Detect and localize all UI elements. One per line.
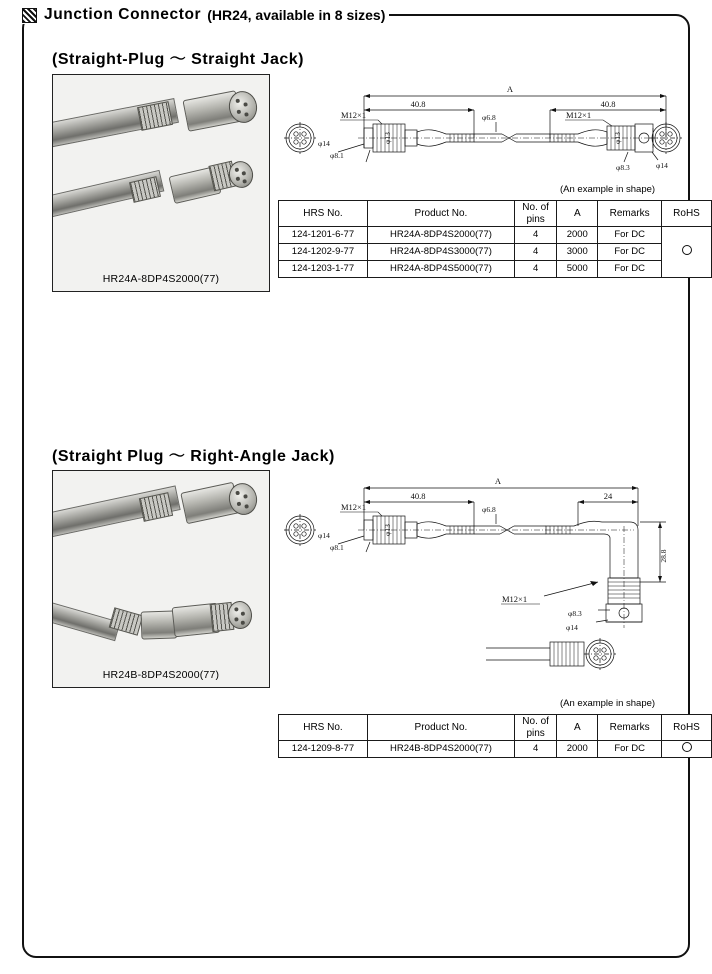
cell-hrs-no: 124-1203-1-77 bbox=[279, 261, 368, 278]
thread-left-label: M12×1 bbox=[341, 502, 367, 512]
example-note-1: (An example in shape) bbox=[560, 184, 656, 195]
contact-pin bbox=[234, 167, 239, 172]
cell-remarks: For DC bbox=[598, 741, 662, 758]
contact-pin bbox=[237, 110, 242, 115]
contact-pin bbox=[234, 607, 238, 611]
dia-face-left-label: φ14 bbox=[318, 139, 330, 148]
table-row bbox=[279, 741, 712, 758]
col-remarks: Remarks bbox=[598, 715, 662, 741]
drawing-straight-straight bbox=[278, 78, 688, 198]
cell-pins: 4 bbox=[514, 741, 556, 758]
col-hrs-no: HRS No. bbox=[279, 715, 368, 741]
cell-pins: 4 bbox=[514, 227, 556, 244]
dim-vertical-label: 28.8 bbox=[659, 549, 668, 563]
table-row bbox=[279, 261, 712, 278]
example-note-2: (An example in shape) bbox=[560, 698, 656, 709]
thread-right-label: M12×1 bbox=[502, 594, 528, 604]
cell-remarks: For DC bbox=[598, 261, 662, 278]
contact-pin bbox=[244, 112, 249, 117]
dim-total-label: A bbox=[506, 84, 514, 94]
section-title-straight-straight: (Straight-Plug 〜 Straight Jack) bbox=[52, 51, 304, 68]
cell-product-no: HR24B-8DP4S2000(77) bbox=[367, 741, 514, 758]
knurl-left-label: φ13 bbox=[383, 524, 392, 536]
cable-strain-relief bbox=[129, 176, 161, 203]
contact-pin bbox=[243, 494, 248, 499]
cell-product-no: HR24A-8DP4S2000(77) bbox=[367, 227, 514, 244]
product-photo-straight-rightangle bbox=[52, 470, 270, 688]
thread-right-label: M12×1 bbox=[566, 110, 592, 120]
col-remarks: Remarks bbox=[598, 201, 662, 227]
photo-caption: HR24B-8DP4S2000(77) bbox=[102, 669, 220, 681]
col-product-no: Product No. bbox=[367, 715, 514, 741]
table-header-row bbox=[279, 201, 712, 227]
drawing-straight-rightangle bbox=[278, 470, 688, 690]
photo-caption: HR24A-8DP4S2000(77) bbox=[102, 273, 220, 285]
contact-pin bbox=[235, 176, 240, 181]
dia-body-right-label: φ8.3 bbox=[568, 609, 582, 618]
col-a: A bbox=[557, 715, 598, 741]
knurl-left-label: φ13 bbox=[383, 132, 392, 144]
cell-product-no: HR24A-8DP4S5000(77) bbox=[367, 261, 514, 278]
dia-face-left-label: φ14 bbox=[318, 531, 330, 540]
section-title-straight-rightangle: (Straight Plug 〜 Right-Angle Jack) bbox=[52, 448, 335, 465]
cell-hrs-no: 124-1201-6-77 bbox=[279, 227, 368, 244]
cable-strain-relief bbox=[139, 492, 173, 522]
dim-left-label: 40.8 bbox=[410, 99, 426, 109]
cell-pins: 4 bbox=[514, 244, 556, 261]
dia-body-left-label: φ8.1 bbox=[330, 151, 344, 160]
spec-table-straight-rightangle bbox=[278, 714, 712, 758]
contact-pin bbox=[235, 491, 240, 496]
hatched-square-icon bbox=[22, 8, 37, 23]
col-hrs-no: HRS No. bbox=[279, 201, 368, 227]
cell-pins: 4 bbox=[514, 261, 556, 278]
page-subtitle: (HR24, available in 8 sizes) bbox=[207, 7, 386, 23]
dia-face-right-label: φ14 bbox=[566, 623, 578, 632]
contact-pin bbox=[241, 611, 245, 615]
contact-pin bbox=[243, 102, 248, 107]
dia-body-left-label: φ8.1 bbox=[330, 543, 344, 552]
cable-strain-relief bbox=[137, 101, 173, 131]
rohs-circle-icon bbox=[682, 742, 692, 752]
contact-pin bbox=[235, 99, 240, 104]
cell-rohs bbox=[662, 227, 712, 278]
contact-pin bbox=[234, 617, 238, 621]
rohs-circle-icon bbox=[682, 245, 692, 255]
contact-pin bbox=[237, 502, 242, 507]
table-row bbox=[279, 244, 712, 261]
table-header-row bbox=[279, 715, 712, 741]
contact-pin bbox=[244, 504, 249, 509]
dim-total-label: A bbox=[494, 476, 502, 486]
dia-face-right-label: φ14 bbox=[656, 161, 668, 170]
spec-table-straight-straight bbox=[278, 200, 712, 278]
page-header bbox=[22, 6, 389, 24]
col-rohs: RoHS bbox=[662, 201, 712, 227]
contact-pin bbox=[241, 171, 246, 176]
col-rohs: RoHS bbox=[662, 715, 712, 741]
dia-cable-label: φ6.8 bbox=[482, 113, 496, 122]
cell-hrs-no: 124-1202-9-77 bbox=[279, 244, 368, 261]
dim-left-label: 40.8 bbox=[410, 491, 426, 501]
contact-pin bbox=[241, 621, 245, 625]
table-row bbox=[279, 227, 712, 244]
dia-body-right-label: φ8.3 bbox=[616, 163, 630, 172]
cell-product-no: HR24A-8DP4S3000(77) bbox=[367, 244, 514, 261]
cell-a: 3000 bbox=[557, 244, 598, 261]
col-no-of-pins: No. of pins bbox=[514, 201, 556, 227]
col-product-no: Product No. bbox=[367, 201, 514, 227]
col-a: A bbox=[557, 201, 598, 227]
col-no-of-pins: No. of pins bbox=[514, 715, 556, 741]
cell-hrs-no: 124-1209-8-77 bbox=[279, 741, 368, 758]
cell-a: 5000 bbox=[557, 261, 598, 278]
page-title: Junction Connector bbox=[44, 6, 202, 23]
dim-right-label: 24 bbox=[603, 491, 613, 501]
cell-rohs bbox=[662, 741, 712, 758]
dim-right-label: 40.8 bbox=[600, 99, 616, 109]
product-photo-straight-straight bbox=[52, 74, 270, 292]
cell-a: 2000 bbox=[557, 227, 598, 244]
cell-a: 2000 bbox=[557, 741, 598, 758]
cell-remarks: For DC bbox=[598, 244, 662, 261]
thread-left-label: M12×1 bbox=[341, 110, 367, 120]
contact-pin bbox=[242, 179, 247, 184]
dia-cable-label: φ6.8 bbox=[482, 505, 496, 514]
knurl-right-label: φ13 bbox=[613, 132, 622, 144]
cell-remarks: For DC bbox=[598, 227, 662, 244]
